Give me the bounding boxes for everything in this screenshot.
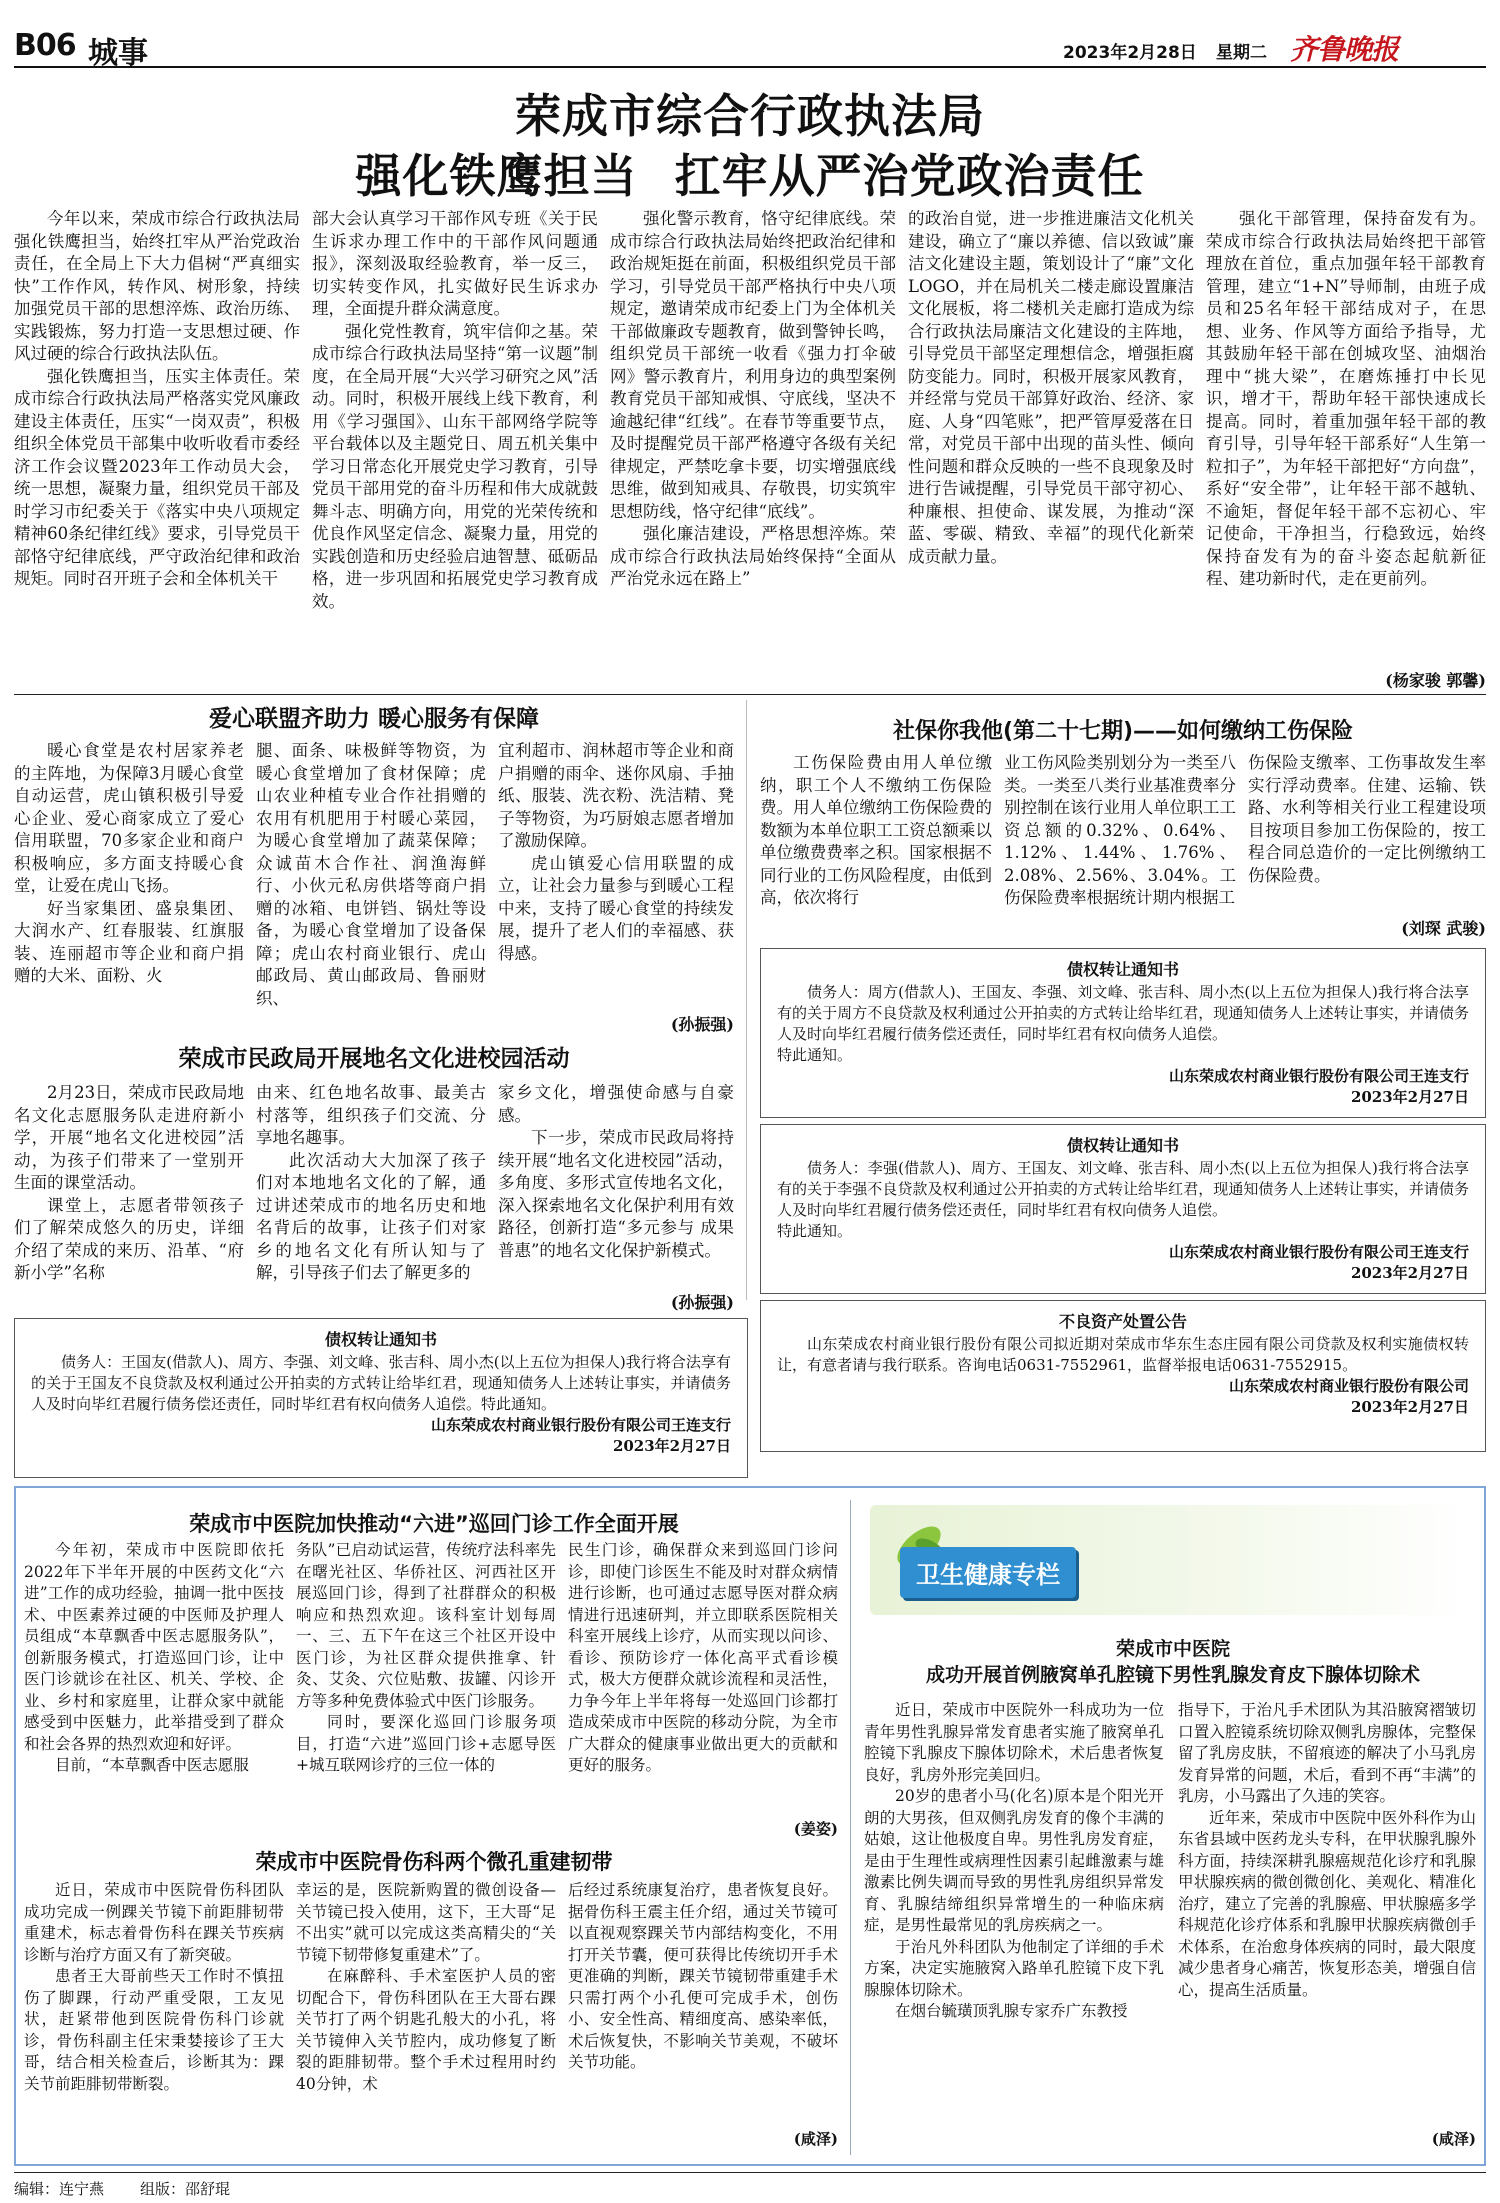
issue-date: 2023年2月28日 — [1063, 43, 1197, 63]
lead-col-4 — [908, 208, 1194, 688]
love-col-3 — [498, 740, 734, 1020]
ortho-title: 荣成市中医院骨伤科两个微孔重建韧带 — [255, 1850, 613, 1874]
lead-title-1: 荣成市综合行政执法局 — [515, 89, 985, 143]
notice-tail: 特此通知。 — [777, 1222, 853, 1240]
love-title: 爱心联盟齐助力 暖心服务有保障 — [208, 706, 539, 732]
ortho-col-3 — [568, 1880, 838, 2130]
love-col-1 — [14, 740, 244, 1035]
tcm-col-3 — [568, 1540, 838, 1830]
ortho-para: 患者王大哥前些天工作时不慎扭伤了脚踝，行动严重受限，工友见状，赶紧带他到医院骨伤科门诊就诊，骨伤科副主任宋秉婪接诊了王大哥，结合相关检查后，诊断其为：踝关节前距腓韧带断裂。 — [24, 1967, 284, 2093]
school-para: 下一步，荣成市民政局将持续开展“地名文化进校园”活动，多角度、多形式宣传地名文化，深入探索地名文化保护利用有效路径，创新打造“多元参与 成果普惠”的地名文化保护新模式。 — [498, 1128, 734, 1260]
notice-tail: 特此通知。 — [777, 1046, 853, 1064]
lead-para: 强化铁鹰担当，压实主体责任。荣成市综合行政执法局严格落实党风廉政建设主体责任，压实“一岗双责”，积极组织全体党员干部集中收听收看市委经济工作会议暨2023年工作动员大会，统一思想，凝聚力量，组织党员干部及时学习市纪委关于《落实中央八项规定精神60条纪律红线》要求，引导党员干部恪守纪律底线，严守政治纪律和政治规矩。同时召开班子会和全体机关干 — [14, 366, 300, 588]
health-para: 近年来，荣成市中医院中医外科作为山东省县域中医药龙头专科，在甲状腺乳腺外科方面，持续深耕乳腺癌规范化诊疗和乳腺甲状腺疾病的微创微创化、美观化、精准化治疗，建立了完善的乳腺癌、甲状腺癌多学科规范化诊疗体系和乳腺甲状腺疾病微创手术体系，在治愈身体疾病的同时，最大限度减少患者身心痛苦，恢复形态美，增强自信心，提高生活质量。 — [1178, 1808, 1476, 1999]
notice-title: 债权转让通知书 — [324, 1330, 437, 1349]
section-name: 城事 — [88, 36, 148, 71]
insurance-col-2 — [1004, 752, 1236, 942]
tcm-byline: (姜姿) — [793, 1820, 838, 1838]
health-title-1: 荣成市中医院 — [1115, 1638, 1230, 1660]
notice-title: 债权转让通知书 — [1066, 1136, 1179, 1155]
insurance-para: 工伤保险费由用人单位缴纳，职工个人不缴纳工伤保险费。用人单位缴纳工伤保险费的数额为本单位职工工资总额乘以单位缴费费率之积。国家根据不同行业的工伤风险程度，由低到高，依次将行 — [760, 753, 992, 907]
health-col-2 — [1178, 1700, 1476, 2130]
lead-para: 部大会认真学习干部作风专班《关于民生诉求办理工作中的干部作风问题通报》，深刻汲取经验教育，举一反三，切实转变作风，扎实做好民生诉求办理，全面提升群众满意度。 — [312, 209, 598, 318]
school-col-2 — [256, 1082, 486, 1312]
tcm-para: 同时，要深化巡回门诊服务项目，打造“六进”巡回门诊+志愿导医+城互联网诊疗的三位一体的 — [296, 1713, 556, 1774]
health-para: 在烟台毓璜顶乳腺专家乔广东教授 — [895, 2002, 1128, 2020]
lead-para: 强化干部管理，保持奋发有为。荣成市综合行政执法局始终把干部管理放在首位，重点加强年轻干部教育管理，建立“1+N”导师制，由班子成员和25名年轻干部结成对子，在思想、业务、作风等方面给予指导，尤其鼓励年轻干部在创城攻坚、油烟治理中“挑大梁”，在磨炼捶打中长见识，增才干，帮助年轻干部快速成长提高。同时，着重加强年轻干部的教育引导，引导年轻干部系好“人生第一粒扣子”，为年轻干部把好“方向盘”，系好“安全带”，让年轻干部不越轨、不逾矩，督促年轻干部不忘初心、牢记使命，干净担当，行稳致远，始终保持奋发有为的奋斗姿态起航新征程、建功新时代，走在更前列。 — [1206, 209, 1486, 588]
school-col-3 — [498, 1082, 734, 1292]
health-byline: (咸泽) — [1431, 2130, 1476, 2148]
tcm-para: 今年初，荣成市中医院即依托2022年下半年开展的中医药文化“六进”工作的成功经验，抽调一批中医技术、中医素养过硬的中医师及护理人员组成“本草飘香中医志愿服务队”，创新服务模式，打造巡回门诊，让中医门诊就诊在社区、机关、学校、企业、乡村和家庭里，让群众家中就能感受到中医魅力，此举措受到了群众和社会各界的热烈欢迎和好评。 — [24, 1541, 284, 1753]
ortho-col-1 — [24, 1880, 284, 2150]
lead-col-1 — [14, 208, 300, 688]
love-para: 好当家集团、盛泉集团、大润水产、红春服装、红旗服装、连丽超市等企业和商户捐赠的大米、面粉、火 — [14, 898, 244, 985]
lead-para: 强化警示教育，恪守纪律底线。荣成市综合行政执法局始终把政治纪律和政治规矩挺在前面，积极组织党员干部学习，引导党员干部严格执行中央八项规定，邀请荣成市纪委上门为全体机关干部做廉政专题教育，做到警钟长鸣，组织党员干部统一收看《强力打伞破网》警示教育片，利用身边的典型案例教育党员干部知戒惧、守底线，坚决不逾越纪律“红线”。在春节等重要节点，及时提醒党员干部严格遵守各级有关纪律规定，严禁吃拿卡要，切实增强底线思维，做到知戒具、存敬畏，切实筑牢思想防线，恪守纪律“底线”。 — [610, 209, 896, 521]
health-badge: 卫生健康专栏 — [900, 1547, 1076, 1598]
column-divider — [850, 1500, 851, 2155]
ortho-para: 后经过系统康复治疗，患者恢复良好。据骨伤科王震主任介绍，通过关节镜可以直视观察踝关节内部结构变化，不用打开关节囊，便可获得比传统切开手术更准确的判断，踝关节镜韧带重建手术只需打两个小孔便可完成手术，创伤小、安全性高、精细度高、感染率低，术后恢复快，不影响关节美观，不破坏关节功能。 — [568, 1881, 838, 2071]
health-title-2: 成功开展首例腋窝单孔腔镜下男性乳腺发育皮下腺体切除术 — [925, 1664, 1420, 1686]
health-para: 指导下，于治凡手术团队为其沿腋窝褶皱切口置入腔镜系统切除双侧乳房腺体，完整保留了乳房皮肤，不留痕迹的解决了小马乳房发育异常的问题，术后，看到不再“丰满”的乳房，小马露出了久违的笑容。 — [1178, 1701, 1476, 1805]
lead-col-2 — [312, 208, 598, 688]
health-badge-frame — [870, 1505, 1470, 1615]
notice-body: 债务人：周方(借款人)、王国友、李强、刘文峰、张吉科、周小杰(以上五位为担保人)我行将合法享有的关于周方不良贷款及权利通过公开拍卖的方式转让给毕红君，现通知债务人上述转让事实，并请债务人及时向毕红君履行债务偿还责任，同时毕红君有权向债务人追偿。 — [777, 983, 1469, 1043]
notice-body: 山东荣成农村商业银行股份有限公司拟近期对荣成市华东生态庄园有限公司贷款及权利实施债权转让，有意者请与我行联系。咨询电话0631-7552961，监督举报电话0631-7552915。 — [777, 1335, 1469, 1374]
school-para: 2月23日，荣成市民政局地名文化志愿服务队走进府新小学，开展“地名文化进校园”活动，为孩子们带来了一堂别开生面的课堂活动。 — [14, 1083, 244, 1192]
love-byline: (孙振强) — [670, 1015, 734, 1034]
notice-box — [760, 948, 1486, 1118]
school-para: 由来、红色地名故事、最美古村落等，组织孩子们交流、分享地名趣事。 — [256, 1083, 486, 1147]
insurance-col-3 — [1248, 752, 1486, 912]
ortho-byline: (咸泽) — [793, 2130, 838, 2148]
notice-date: 2023年2月27日 — [1350, 1398, 1469, 1416]
health-para: 于治凡外科团队为他制定了详细的手术方案，决定实施腋窝入路单孔腔镜下皮下乳腺腺体切除术。 — [864, 1937, 1164, 1999]
paper-logo: 齐鲁晚报 — [1290, 33, 1399, 66]
masthead-rule — [14, 66, 1486, 68]
notice-body: 债务人：王国友(借款人)、周方、李强、刘文峰、张吉科、周小杰(以上五位为担保人)我行将合法享有的关于王国友不良贷款及权利通过公开拍卖的方式转让给毕红君，现通知债务人上述转让事实，并请债务人及时向毕红君履行债务偿还责任，同时毕红君有权向债务人追偿。特此通知。 — [31, 1353, 731, 1413]
issue-weekday: 星期二 — [1216, 43, 1267, 63]
tcm-col-2 — [296, 1540, 556, 1840]
notice-org: 山东荣成农村商业银行股份有限公司王连支行 — [1168, 1243, 1469, 1261]
lead-para: 强化党性教育，筑牢信仰之基。荣成市综合行政执法局坚持“第一议题”制度，在全局开展“大兴学习研究之风”活动。同时，积极开展线上线下教育，利用《学习强国》、山东干部网络学院等平台载体以及主题党日、周五机关集中学习日常态化开展党史学习教育，引导党员干部用党的奋斗历程和伟大成就鼓舞斗志、明确方向，用党的光荣传统和优良作风坚定信念、凝聚力量，用党的实践创造和历史经验启迪智慧、砥砺品格，进一步巩固和拓展党史学习教育成效。 — [312, 321, 598, 611]
notice-box — [760, 1124, 1486, 1294]
footer-editor: 编辑：连宁燕 — [14, 2180, 105, 2198]
notice-org: 山东荣成农村商业银行股份有限公司王连支行 — [430, 1416, 731, 1434]
lead-byline: (杨家骏 郭馨) — [1385, 671, 1486, 690]
love-col-2 — [256, 740, 486, 1035]
notice-date: 2023年2月27日 — [1350, 1088, 1469, 1106]
insurance-byline: (刘琛 武骏) — [1401, 919, 1486, 938]
section-rule — [14, 694, 1486, 695]
ortho-para: 近日，荣成市中医院骨伤科团队成功完成一例踝关节镜下前距腓韧带重建术，标志着骨伤科在踝关节疾病诊断与治疗方面又有了新突破。 — [24, 1881, 284, 1964]
notice-body: 债务人：李强(借款人)、周方、王国友、刘文峰、张吉科、周小杰(以上五位为担保人)我行将合法享有的关于李强不良贷款及权利通过公开拍卖的方式转让给毕红君，现通知债务人上述转让事实，并请债务人及时向毕红君履行债务偿还责任，同时毕红君有权向债务人追偿。 — [777, 1159, 1469, 1219]
notice-org: 山东荣成农村商业银行股份有限公司王连支行 — [1168, 1067, 1469, 1085]
school-para: 课堂上，志愿者带领孩子们了解荣成悠久的历史，详细介绍了荣成的来历、沿革、“府新小学”名称 — [14, 1195, 244, 1282]
insurance-para: 伤保险支缴率、工伤事故发生率实行浮动费率。住建、运输、铁路、水利等相关行业工程建设项目按项目参加工伤保险的，按工程合同总造价的一定比例缴纳工伤保险费。 — [1248, 753, 1486, 885]
lead-para: 今年以来，荣成市综合行政执法局强化铁鹰担当，始终扛牢从严治党政治责任，在全局上下大力倡树“严真细实快”工作作风，转作风、树形象，持续加强党员干部的思想淬炼、政治历练、实践锻炼，努力打造一支思想过硬、作风过硬的综合行政执法队伍。 — [14, 209, 300, 363]
lead-para: 强化廉洁建设，严格思想淬炼。荣成市综合行政执法局始终保持“全面从严治党永远在路上” — [610, 524, 896, 588]
lead-title-2: 强化铁鹰担当 扛牢从严治党政治责任 — [355, 149, 1145, 203]
notice-title: 不良资产处置公告 — [1058, 1312, 1187, 1331]
school-title: 荣成市民政局开展地名文化进校园活动 — [178, 1046, 570, 1072]
insurance-title: 社保你我他(第二十七期)——如何缴纳工伤保险 — [892, 719, 1354, 744]
ortho-para: 在麻醉科、手术室医护人员的密切配合下，骨伤科团队在王大哥右踝关节打了两个钥匙孔般大的小孔，将关节镜伸入关节腔内，成功修复了断裂的距腓韧带。整个手术过程用时约40分钟，术 — [296, 1967, 556, 2093]
love-para: 暖心食堂是农村居家养老的主阵地，为保障3月暖心食堂自动运营，虎山镇积极引导爱心企业、爱心商家成立了爱心信用联盟，70多家企业和商户积极响应，多方面支持暖心食堂，让爱在虎山飞扬。 — [14, 741, 244, 895]
school-para: 家乡文化，增强使命感与自豪感。 — [498, 1083, 734, 1125]
notice-org: 山东荣成农村商业银行股份有限公司 — [1228, 1377, 1469, 1395]
page-code: B06 — [14, 28, 76, 63]
love-para: 宜利超市、润林超市等企业和商户捐赠的雨伞、迷你风扇、手抽纸、服装、洗衣粉、洗洁精、凳子等物资，为巧厨娘志愿者增加了激励保障。 — [498, 741, 734, 850]
ortho-para: 幸运的是，医院新购置的微创设备—关节镜已投入使用，这下，王大哥“足不出实”就可以完成这类高精尖的“关节镜下韧带修复重建术”了。 — [296, 1881, 556, 1964]
health-col-1 — [864, 1700, 1164, 2155]
tcm-title: 荣成市中医院加快推动“六进”巡回门诊工作全面开展 — [189, 1512, 679, 1536]
tcm-col-1 — [24, 1540, 284, 1840]
column-divider — [746, 700, 747, 1300]
notice-box — [14, 1318, 748, 1478]
school-byline: (孙振强) — [670, 1293, 734, 1312]
insurance-para: 业工伤风险类别划分为一类至八类。一类至八类行业基准费率分别控制在该行业用人单位职工工资总额的0.32%、0.64%、1.12%、1.44%、1.76%、2.08%、2.56%、3.04%。工伤保险费率根据统计期内根据工 — [1004, 753, 1236, 907]
love-para: 腿、面条、味极鲜等物资，为暖心食堂增加了食材保障；虎山农业种植专业合作社捐赠的农用有机肥用于村暖心菜园，为暖心食堂增加了蔬菜保障；众诚苗木合作社、润渔海鲜行、小伙元私房供塔等商户捐赠的冰箱、电饼铛、锅灶等设备，为暖心食堂增加了设备保障；虎山农村商业银行、虎山邮政局、黄山邮政局、鲁丽财织、 — [256, 741, 486, 1008]
notice-title: 债权转让通知书 — [1066, 960, 1179, 979]
notice-date: 2023年2月27日 — [612, 1437, 731, 1455]
health-para: 20岁的患者小马(化名)原本是个阳光开朗的大男孩，但双侧乳房发育的像个丰满的姑娘，这让他极度自卑。男性乳房发育症，是由于生理性或病理性因素引起雌激素与雄激素比例失调而导致的男性乳房组织异常发育、乳腺结缔组织异常增生的一种临床病症，是男性最常见的乳房疾病之一。 — [864, 1787, 1164, 1934]
love-para: 虎山镇爱心信用联盟的成立，让社会力量参与到暖心工程中来，支持了暖心食堂的持续发展，提升了老人们的幸福感、获得感。 — [498, 853, 734, 963]
tcm-para: 目前，“本草飘香中医志愿服 — [55, 1756, 249, 1774]
ortho-col-2 — [296, 1880, 556, 2150]
school-para: 此次活动大大加深了孩子们对本地地名文化的了解，通过讲述荣成市的地名历史和地名背后的故事，让孩子们对家乡的地名文化有所认知与了解，引导孩子们去了解更多的 — [256, 1150, 486, 1282]
school-col-1 — [14, 1082, 244, 1312]
tcm-para: 民生门诊，确保群众来到巡回门诊问诊，即使门诊医生不能及时对群众病情进行诊断，也可通过志愿导医对群众病情进行迅速研判，并立即联系医院相关科室开展线上诊疗，从而实现以问诊、看诊、预防诊疗一体化高平式看诊模式，极大方便群众就诊流程和灵活性，力争今年上半年将每一处巡回门诊都打造成荣成市中医院的移动分院，为全市广大群众的健康事业做出更大的贡献和更好的服务。 — [568, 1541, 838, 1774]
lead-col-5 — [1206, 208, 1486, 638]
footer-rule — [14, 2172, 1486, 2173]
notice-date: 2023年2月27日 — [1350, 1264, 1469, 1282]
footer-designer: 组版：邵舒琨 — [140, 2180, 231, 2198]
lead-col-3 — [610, 208, 896, 688]
health-para: 近日，荣成市中医院外一科成功为一位青年男性乳腺异常发育患者实施了腋窝单孔腔镜下乳腺皮下腺体切除术，术后患者恢复良好，乳房外形完美回归。 — [864, 1701, 1164, 1784]
lead-para: 的政治自觉，进一步推进廉洁文化机关建设，确立了“廉以养德、信以致诚”廉洁文化建设主题，策划设计了“廉”文化LOGO，并在局机关二楼走廊设置廉洁文化展板，将二楼机关走廊打造成为综合行政执法局廉洁文化建设的主阵地，引导党员干部坚定理想信念，增强拒腐防变能力。同时，积极开展家风教育，并经常与党员干部算好政治、经济、家庭、人身“四笔账”，把严管厚爱落在日常，对党员干部中出现的苗头性、倾向性问题和群众反映的一些不良现象及时进行告诫提醒，引导党员干部守初心、种廉根、担使命、谋发展，为推动“深蓝、零碳、精致、幸福”的现代化新荣成贡献力量。 — [908, 209, 1194, 566]
notice-box — [760, 1300, 1486, 1452]
tcm-para: 务队”已启动试运营，传统疗法科率先在曙光社区、华侨社区、河西社区开展巡回门诊，得到了社群群众的积极响应和热烈欢迎。该科室计划每周一、三、五下午在这三个社区开设中医门诊，为社区群众提供推拿、针灸、艾灸、穴位贴敷、拔罐、闪诊开方等多种免费体验式中医门诊服务。 — [296, 1541, 556, 1710]
insurance-col-1 — [760, 752, 992, 942]
